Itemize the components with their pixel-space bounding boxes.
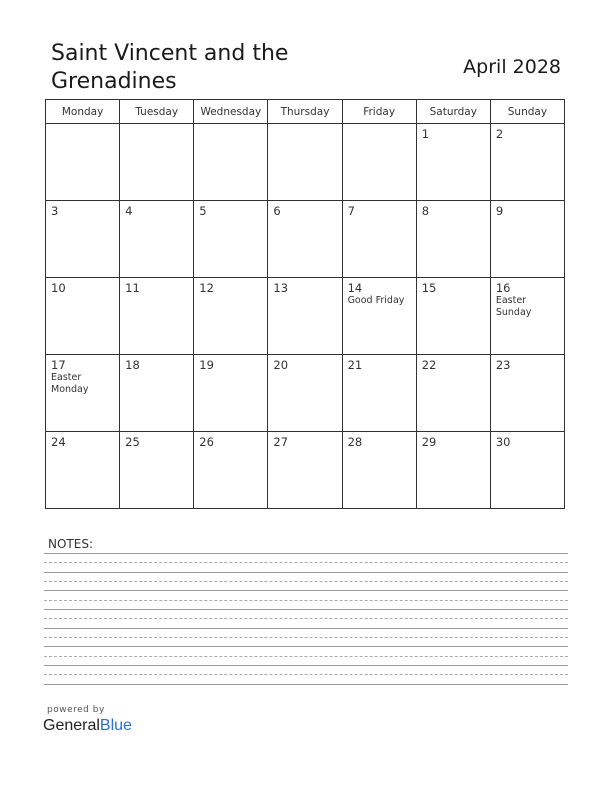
- calendar-day-cell: [268, 355, 342, 432]
- day-number: 1: [421, 127, 430, 141]
- calendar-day-cell: [490, 201, 564, 278]
- calendar-country-title: Saint Vincent and the Grenadines: [51, 41, 289, 94]
- calendar-day-cell: [194, 355, 268, 432]
- calendar-day-cell: [120, 355, 194, 432]
- day-number: 10: [51, 281, 66, 295]
- day-number: 20: [273, 358, 289, 372]
- day-number: 27: [273, 435, 289, 449]
- day-number: 4: [125, 204, 133, 218]
- day-number: 22: [421, 358, 437, 372]
- calendar-day-cell: [416, 355, 490, 432]
- calendar-day-cell: [120, 278, 194, 355]
- notes-line: [44, 684, 568, 685]
- day-number: 12: [199, 281, 214, 295]
- notes-line: [44, 600, 568, 601]
- notes-line: [44, 674, 568, 675]
- day-number: 3: [51, 204, 59, 218]
- day-number: 29: [421, 435, 437, 449]
- day-number: 14: [347, 281, 363, 295]
- calendar-day-cell: [268, 278, 342, 355]
- notes-line: [44, 572, 568, 573]
- weekday-wednesday: Wednesday: [194, 100, 268, 124]
- brand-general-text: General: [43, 717, 100, 734]
- holiday-label: Easter Sunday: [495, 295, 532, 318]
- day-number: 26: [199, 435, 214, 449]
- day-number: 28: [347, 435, 363, 449]
- weekday-sunday: Sunday: [490, 100, 564, 124]
- calendar-day-cell: [416, 201, 490, 278]
- notes-line: [44, 628, 568, 629]
- calendar-week-row: [46, 201, 565, 278]
- day-number: 7: [347, 204, 355, 218]
- day-number: 2: [495, 127, 504, 141]
- calendar-day-cell: [268, 124, 342, 201]
- notes-line: [44, 590, 568, 591]
- calendar-week-row: [46, 278, 565, 355]
- calendar-day-cell: [194, 278, 268, 355]
- weekday-monday: Monday: [46, 100, 120, 124]
- brand-blue-text: Blue: [99, 717, 132, 734]
- calendar-day-cell: [46, 201, 120, 278]
- calendar-day-cell: [342, 278, 416, 355]
- day-number: 24: [51, 435, 66, 449]
- day-number: 13: [273, 281, 289, 295]
- day-number: 5: [199, 204, 207, 218]
- generalblue-logo[interactable]: [43, 717, 132, 735]
- day-number: 25: [125, 435, 140, 449]
- holiday-label: Good Friday: [347, 295, 405, 306]
- day-number: 15: [421, 281, 437, 295]
- powered-by-text: powered by: [47, 705, 105, 715]
- day-number: 17: [51, 358, 66, 372]
- day-number: 9: [495, 204, 504, 218]
- calendar-day-cell: [46, 355, 120, 432]
- calendar-day-cell: [120, 124, 194, 201]
- notes-line: [44, 637, 568, 638]
- day-number: 6: [273, 204, 281, 218]
- notes-line: [44, 646, 568, 647]
- weekday-saturday: Saturday: [416, 100, 490, 124]
- calendar-day-cell: [46, 432, 120, 509]
- day-number: 8: [421, 204, 430, 218]
- holiday-label: Easter Monday: [51, 372, 89, 395]
- weekday-friday: Friday: [342, 100, 416, 124]
- calendar-day-cell: [194, 201, 268, 278]
- day-number: 21: [347, 358, 363, 372]
- calendar-day-cell: [194, 124, 268, 201]
- day-number: 19: [199, 358, 214, 372]
- day-number: 23: [495, 358, 511, 372]
- calendar-day-cell: [194, 432, 268, 509]
- weekday-header-row: [46, 100, 565, 124]
- calendar-day-cell: [416, 124, 490, 201]
- calendar-day-cell: [46, 124, 120, 201]
- calendar-day-cell: [46, 278, 120, 355]
- calendar-day-cell: [342, 355, 416, 432]
- calendar-day-cell: [416, 432, 490, 509]
- calendar-day-cell: [120, 201, 194, 278]
- calendar-week-row: [46, 355, 565, 432]
- notes-line: [44, 665, 568, 666]
- calendar-month-title: April 2028: [463, 56, 561, 78]
- calendar-day-cell: [342, 201, 416, 278]
- day-number: 18: [125, 358, 140, 372]
- calendar-day-cell: [342, 432, 416, 509]
- day-number: 16: [495, 281, 511, 295]
- calendar-day-cell: [268, 201, 342, 278]
- notes-line: [44, 562, 568, 563]
- calendar-grid: [45, 99, 565, 509]
- calendar-day-cell: [490, 124, 564, 201]
- calendar-day-cell: [490, 278, 564, 355]
- day-number: 11: [125, 281, 140, 295]
- notes-line: [44, 618, 568, 619]
- calendar-week-row: [46, 432, 565, 509]
- notes-line: [44, 656, 568, 657]
- notes-line: [44, 581, 568, 582]
- calendar-day-cell: [490, 355, 564, 432]
- calendar-week-row: [46, 124, 565, 201]
- day-number: 30: [495, 435, 511, 449]
- weekday-tuesday: Tuesday: [120, 100, 194, 124]
- notes-line: [44, 609, 568, 610]
- weekday-thursday: Thursday: [268, 100, 342, 124]
- notes-label: NOTES:: [48, 537, 93, 551]
- calendar-day-cell: [490, 432, 564, 509]
- calendar-day-cell: [342, 124, 416, 201]
- notes-line: [44, 553, 568, 554]
- calendar-day-cell: [416, 278, 490, 355]
- calendar-day-cell: [268, 432, 342, 509]
- calendar-day-cell: [120, 432, 194, 509]
